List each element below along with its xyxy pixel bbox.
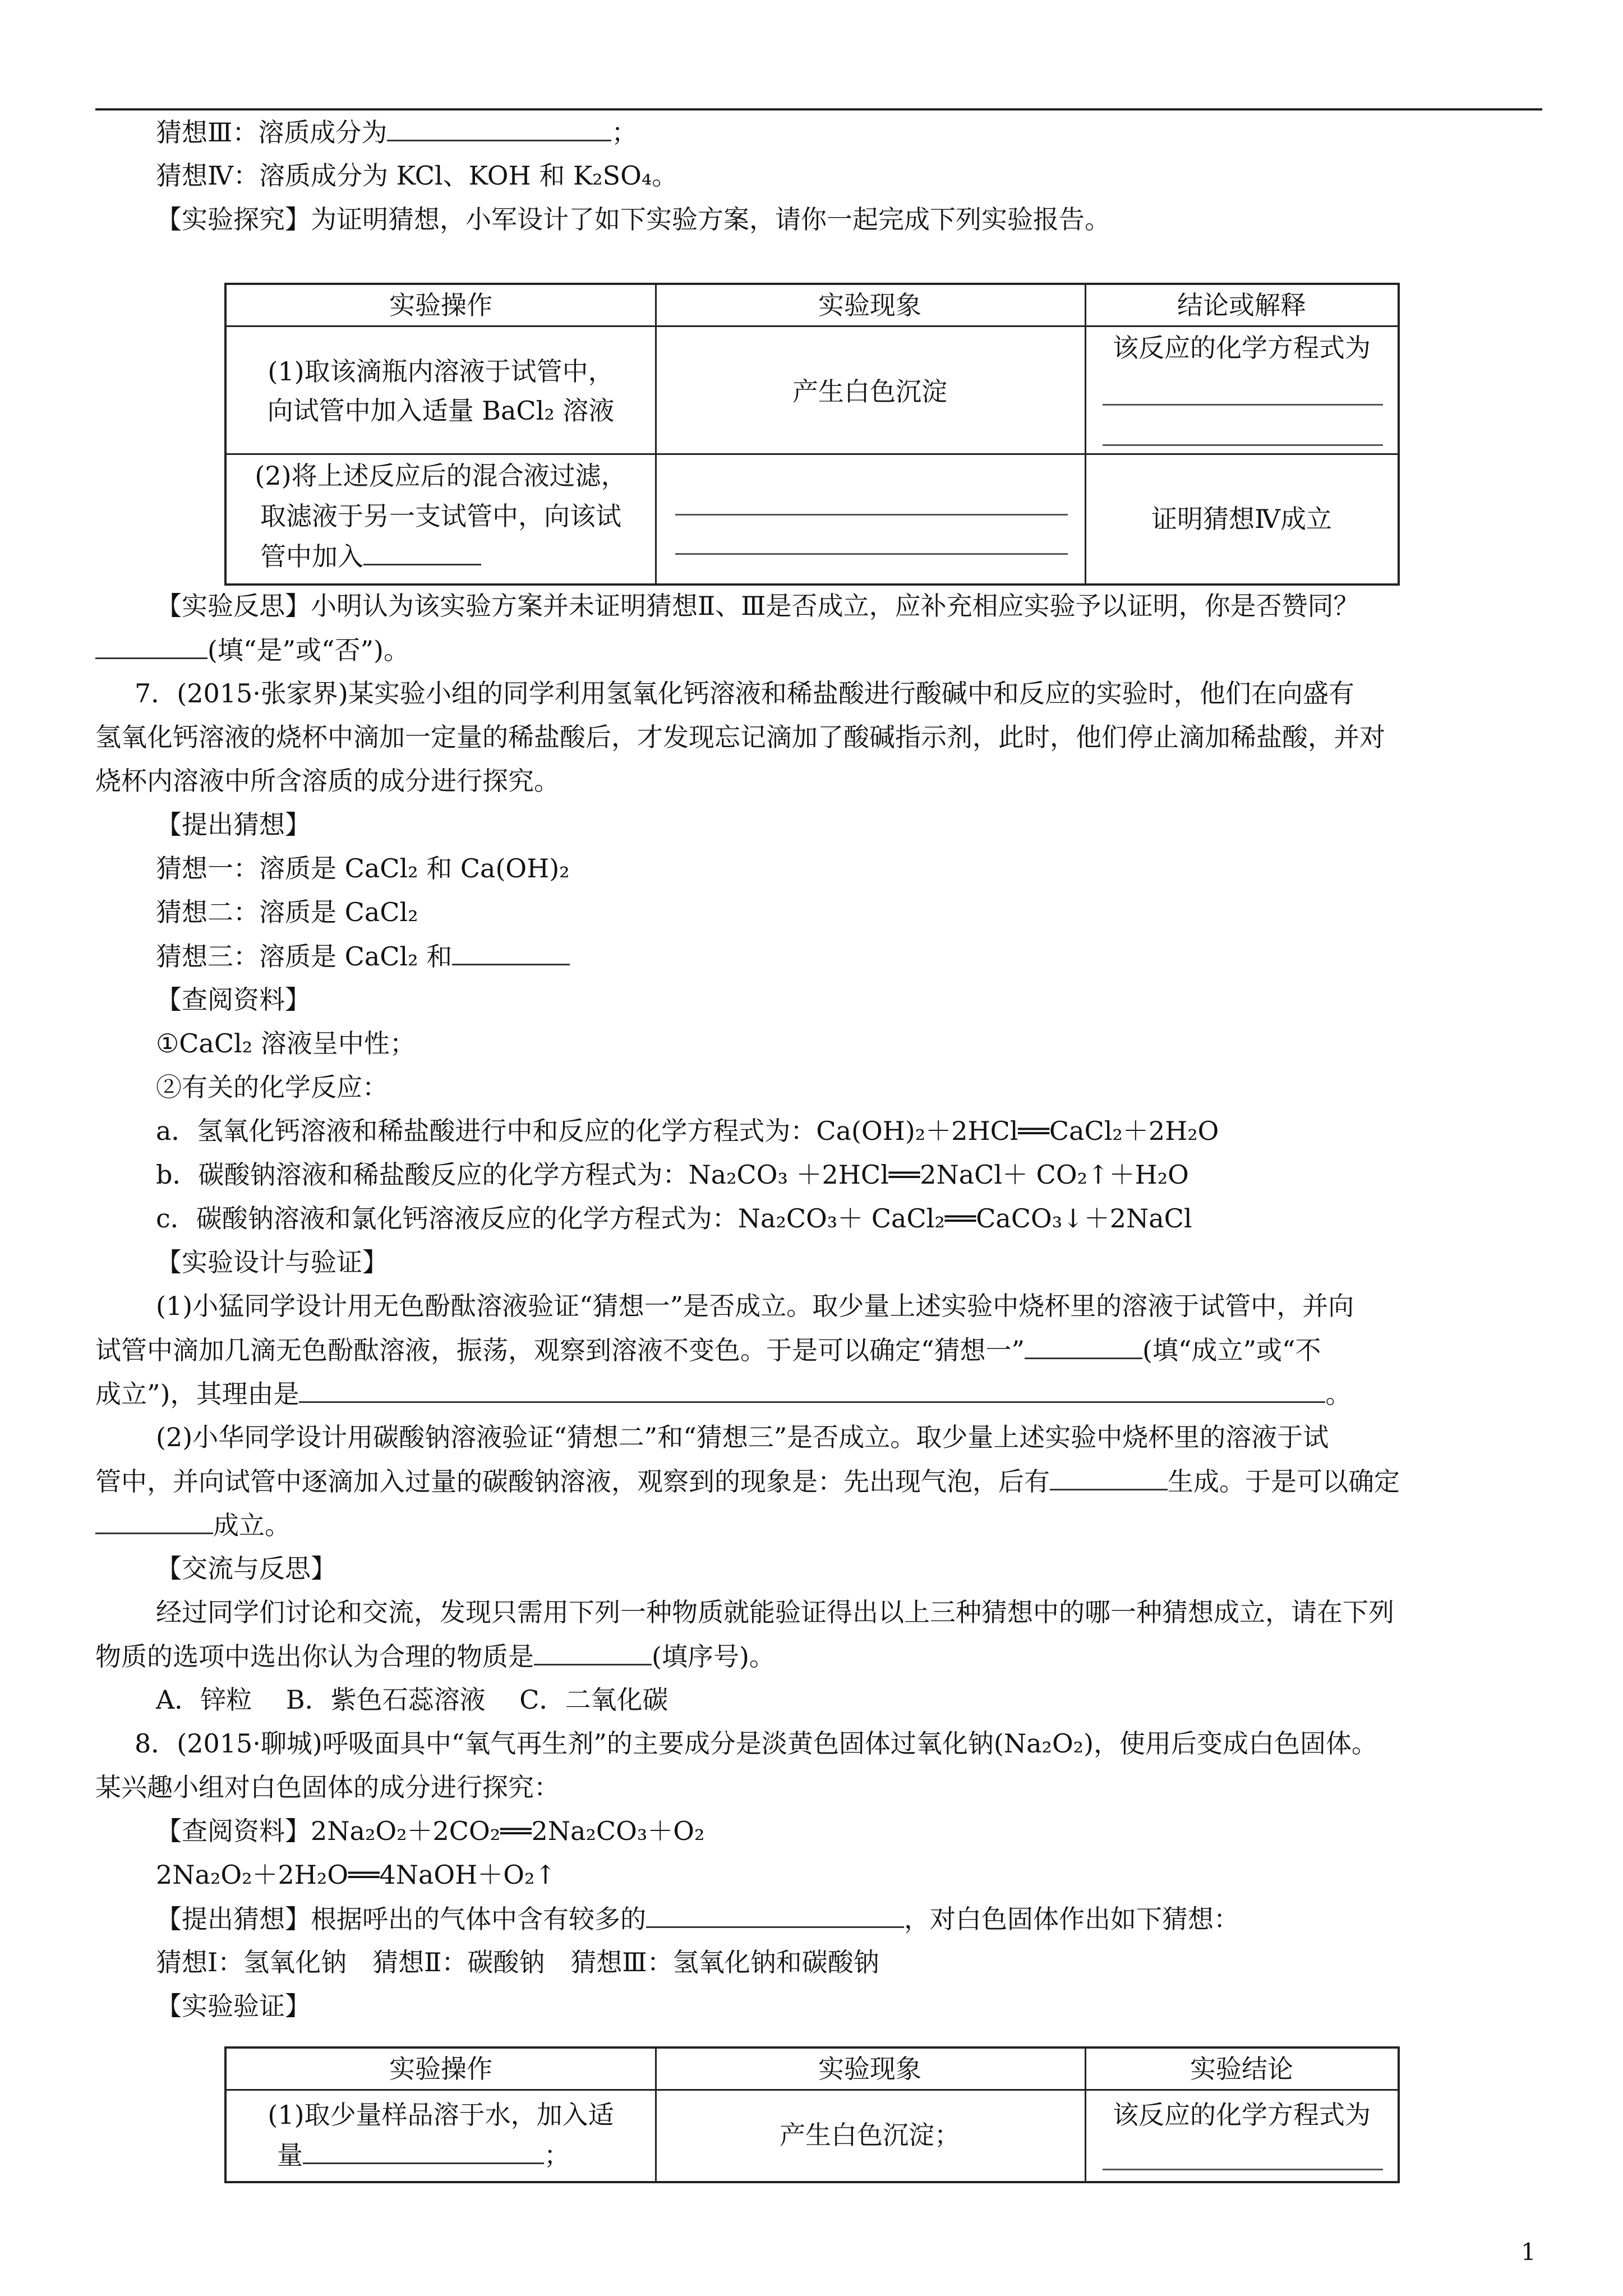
q8-references: 【查阅资料】2Na₂O₂＋2CO₂══2Na₂CO₃＋O₂ [156, 1816, 705, 1846]
phenomenon-blank-1[interactable] [675, 514, 1068, 516]
table1-r1-conclusion: 该反应的化学方程式为 [1113, 333, 1371, 363]
table1-header-conclusion: 结论或解释 [1177, 290, 1306, 320]
design-2-line-2: 管中，并向试管中逐滴加入过量的碳酸钠溶液，观察到的现象是：先出现气泡，后有 生成。于是可以确定 [95, 1464, 1400, 1498]
section-references: 【查阅资料】 [156, 984, 311, 1015]
section-design-verify: 【实验设计与验证】 [156, 1247, 388, 1277]
q8-section-verify: 【实验验证】 [156, 1991, 311, 2021]
q8-line-2: 某兴趣小组对白色固体的成分进行探究： [95, 1772, 560, 1802]
q7-line-2: 氢氧化钙溶液的烧杯中滴加一定量的稀盐酸后，才发现忘记滴加了酸碱指示剂，此时，他们停止滴加稀盐酸，并对 [95, 722, 1385, 752]
exchange-line-2: 物质的选项中选出你认为合理的物质是 (填序号)。 [95, 1639, 775, 1673]
option-blank[interactable] [534, 1639, 652, 1665]
answer-blank[interactable] [387, 115, 611, 141]
guess-three-blank[interactable] [452, 939, 570, 965]
equation-blank-2[interactable] [1103, 444, 1383, 446]
guess-one: 猜想一：溶质是 CaCl₂ 和 Ca(OH)₂ [156, 853, 570, 884]
table1-r2-conclusion: 证明猜想Ⅳ成立 [1151, 504, 1332, 534]
table1-r2-operation-b: 取滤液于另一支试管中，向该试 [260, 501, 621, 531]
experiment-intro: 【实验探究】为证明猜想，小军设计了如下实验方案，请你一起完成下列实验报告。 [156, 204, 1110, 234]
q8-reaction-2: 2Na₂O₂＋2H₂O══4NaOH＋O₂↑ [156, 1860, 556, 1890]
page-number: 1 [1521, 2238, 1536, 2266]
table1-r2-operation-c: 管中加入 [260, 539, 597, 574]
reaction-b: b．碳酸钠溶液和稀盐酸反应的化学方程式为：Na₂CO₃ ＋2HCl══2NaCl＋ CO₂↑＋H₂O [156, 1159, 1189, 1190]
options-line: A．锌粒 B．紫色石蕊溶液 C．二氧化碳 [156, 1685, 668, 1715]
table2-r1-operation-b: 量 ； [277, 2137, 636, 2173]
reference-2: ②有关的化学反应： [156, 1072, 388, 1102]
table1-r1-phenomenon: 产生白色沉淀 [792, 376, 947, 407]
table2-header-phenomenon: 实验现象 [818, 2054, 921, 2084]
design-2-line-3: 成立。 [95, 1508, 291, 1542]
guess-4-line: 猜想Ⅳ：溶质成分为 KCl、KOH 和 K₂SO₄。 [156, 160, 678, 191]
design-1-line-3: 成立”)，其理由是 。 [95, 1377, 1351, 1411]
conclusion-guess-blank[interactable] [95, 1508, 213, 1534]
reason-blank[interactable] [299, 1377, 1325, 1403]
phenomenon-blank-2[interactable] [675, 553, 1068, 555]
design-1-line-2: 试管中滴加几滴无色酚酞溶液，振荡，观察到溶液不变色。于是可以确定“猜想一” (填“成立”或“不 [95, 1333, 1321, 1367]
table1-r2-operation-a: (2)将上述反应后的混合液过滤， [255, 461, 627, 491]
table2-r1-operation-a: (1)取少量样品溶于水，加入适 [268, 2100, 614, 2130]
reaction-a: a．氢氧化钙溶液和稀盐酸进行中和反应的化学方程式为：Ca(OH)₂＋2HCl══CaCl₂＋2H₂O [156, 1116, 1219, 1146]
guess-three: 猜想三：溶质是 CaCl₂ 和 [156, 939, 570, 973]
table2-header-operation: 实验操作 [389, 2054, 492, 2084]
q8-propose-guess: 【提出猜想】根据呼出的气体中含有较多的 ，对白色固体作出如下猜想： [156, 1902, 1239, 1936]
table2-r1-phenomenon: 产生白色沉淀； [780, 2120, 960, 2150]
design-1-line-1: (1)小猛同学设计用无色酚酞溶液验证“猜想一”是否成立。取少量上述实验中烧杯里的溶液于试管中，并向 [156, 1291, 1354, 1321]
equation-blank-1[interactable] [1103, 404, 1383, 406]
exchange-line-1: 经过同学们讨论和交流，发现只需用下列一种物质就能验证得出以上三种猜想中的哪一种猜想成立，请在下列 [156, 1597, 1394, 1627]
guess-3-line: 猜想Ⅲ：溶质成分为 ； [156, 115, 637, 149]
experiment-table-2 [224, 2046, 1400, 2183]
guess-two: 猜想二：溶质是 CaCl₂ [156, 897, 418, 927]
table1-r1-operation-b: 向试管中加入适量 BaCl₂ 溶液 [267, 395, 615, 426]
reflection-line: 【实验反思】小明认为该实验方案并未证明猜想Ⅱ、Ⅲ是否成立，应补充相应实验予以证明，你是否赞同？ [156, 591, 1359, 621]
q8-line-1: 8．(2015·聊城)呼吸面具中“氧气再生剂”的主要成分是淡黄色固体过氧化钠(Na₂O₂)，使用后变成白色固体。 [135, 1728, 1378, 1759]
table1-header-phenomenon: 实验现象 [818, 290, 921, 320]
sample-reagent-blank[interactable] [303, 2138, 544, 2164]
product-blank[interactable] [1050, 1464, 1168, 1490]
gas-blank[interactable] [646, 1902, 904, 1928]
table1-r1-operation-a: (1)取该滴瓶内溶液于试管中， [268, 356, 614, 386]
equation-blank-3[interactable] [1103, 2169, 1383, 2170]
table1-header-operation: 实验操作 [389, 290, 492, 320]
table2-header-conclusion: 实验结论 [1190, 2054, 1293, 2084]
table2-r1-conclusion: 该反应的化学方程式为 [1113, 2100, 1371, 2130]
reagent-blank[interactable] [363, 539, 481, 565]
section-exchange-reflect: 【交流与反思】 [156, 1553, 336, 1584]
reflection-answer-line: (填“是”或“否”)。 [95, 633, 409, 667]
reaction-c: c．碳酸钠溶液和氯化钙溶液反应的化学方程式为：Na₂CO₃＋ CaCl₂══CaCO₃↓＋2NaCl [156, 1203, 1192, 1234]
q8-guesses: 猜想Ⅰ：氢氧化钠 猜想Ⅱ：碳酸钠 猜想Ⅲ：氢氧化钠和碳酸钠 [156, 1947, 879, 1977]
q7-line-1: 7．(2015·张家界)某实验小组的同学利用氢氧化钙溶液和稀盐酸进行酸碱中和反应的实验时，他们在向盛有 [135, 678, 1354, 708]
header-rule [95, 108, 1542, 111]
yes-no-blank[interactable] [95, 633, 208, 659]
established-blank[interactable] [1025, 1333, 1142, 1359]
q7-line-3: 烧杯内溶液中所含溶质的成分进行探究。 [95, 766, 560, 796]
reference-1: ①CaCl₂ 溶液呈中性； [156, 1028, 416, 1059]
section-propose-guess: 【提出猜想】 [156, 809, 311, 840]
experiment-table-1 [224, 283, 1400, 586]
design-2-line-1: (2)小华同学设计用碳酸钠溶液验证“猜想二”和“猜想三”是否成立。取少量上述实验中烧杯里的溶液于试 [156, 1422, 1329, 1452]
